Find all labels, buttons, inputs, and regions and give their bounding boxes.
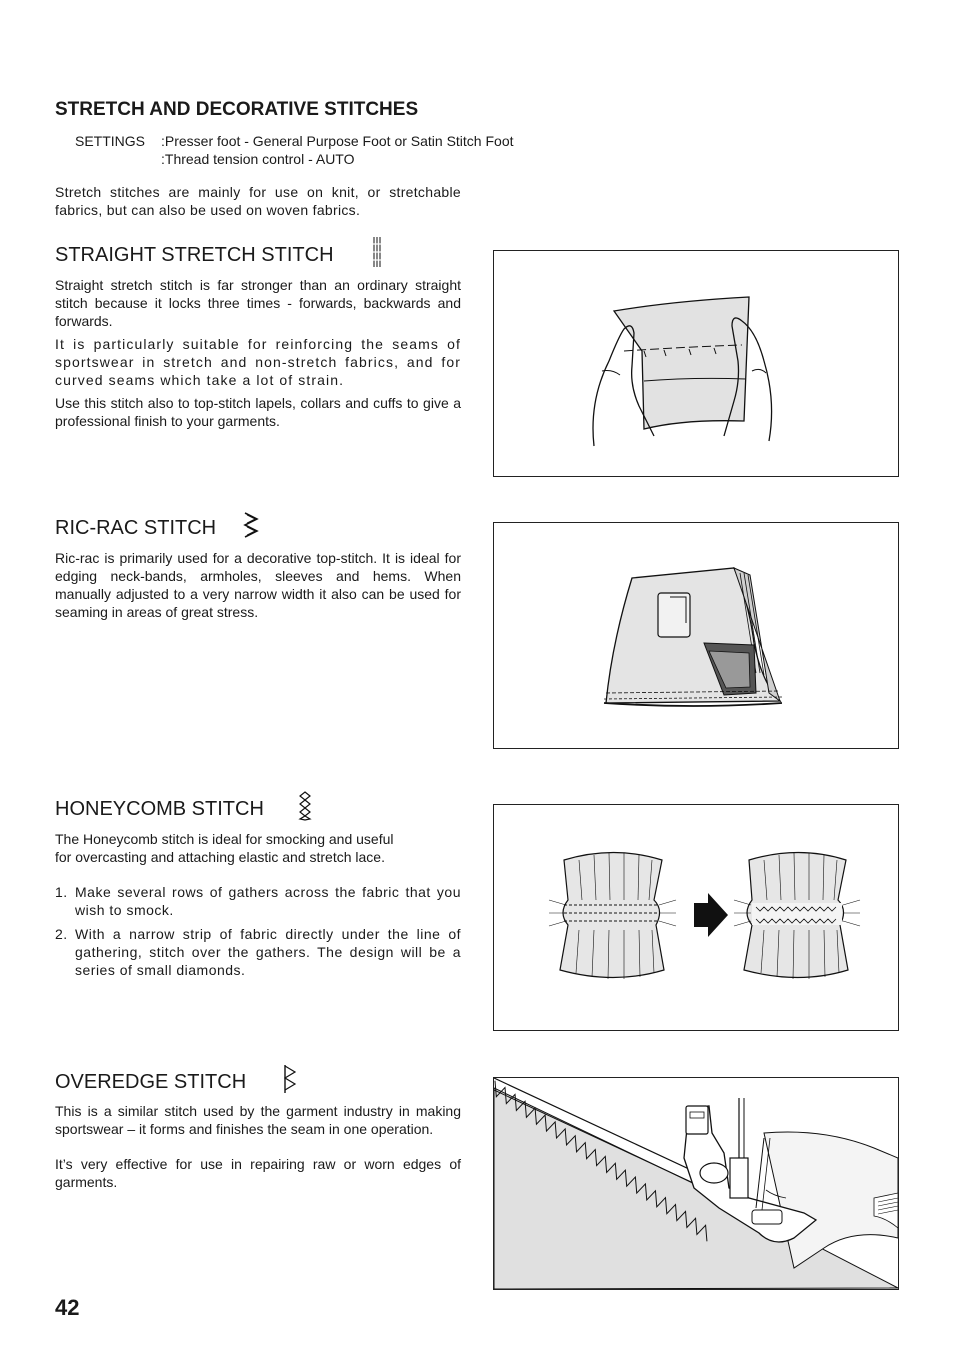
straight-stretch-para-3: Use this stitch also to top-stitch lapels, collars and cuffs to give a professional finish to your garments. xyxy=(55,395,461,429)
honeycomb-stitch-icon xyxy=(298,791,312,821)
gathered-fabric-before xyxy=(549,853,676,980)
overedge-illustration xyxy=(493,1077,899,1290)
straight-stretch-para-1: Straight stretch stitch is far stronger than an ordinary straight stitch because it locks three times - forwards, backwards and forwards. xyxy=(55,277,461,329)
overedge-para-2: It’s very effective for use in repairing raw or worn edges of garments. xyxy=(55,1156,461,1190)
straight-stretch-para-2: It is particularly suitable for reinforcing the seams of sportswear in stretch and non-stretch fabrics, and for curved seams which take a lot of strain. xyxy=(55,336,461,388)
ric-rac-illustration xyxy=(493,522,899,749)
gathered-fabric-after xyxy=(734,853,860,980)
straight-stretch-illustration xyxy=(493,250,899,477)
intro-paragraph: Stretch stitches are mainly for use on knit, or stretchable fabrics, but can also be used on woven fabrics. xyxy=(55,184,461,218)
honeycomb-steps xyxy=(55,883,461,985)
overedge-para-1: This is a similar stitch used by the garment industry in making sportswear – it forms and finishes the seam in one operation. xyxy=(55,1103,461,1137)
list-item xyxy=(55,925,461,979)
step-number: 1. xyxy=(55,884,68,900)
step-text: Make several rows of gathers across the fabric that you wish to smock. xyxy=(75,884,461,918)
step-number: 2. xyxy=(55,926,68,942)
honeycomb-illustration xyxy=(493,804,899,1031)
list-item xyxy=(55,883,461,919)
settings-thread-tension: :Thread tension control - AUTO xyxy=(161,151,355,167)
ric-rac-stitch-icon xyxy=(243,511,259,541)
page-title: STRETCH AND DECORATIVE STITCHES xyxy=(55,99,419,120)
overedge-title: OVEREDGE STITCH xyxy=(55,1071,247,1093)
honeycomb-para-line-1: The Honeycomb stitch is ideal for smocking and useful xyxy=(55,831,394,847)
settings-label: SETTINGS xyxy=(75,133,146,149)
page-number: 42 xyxy=(55,1295,80,1320)
honeycomb-para-1 xyxy=(55,830,461,866)
straight-stretch-title: STRAIGHT STRETCH STITCH xyxy=(55,244,334,266)
step-text: With a narrow strip of fabric directly under the line of gathering, stitch over the gathers. The design will be a series of small diamonds. xyxy=(75,926,461,978)
straight-stretch-stitch-icon xyxy=(371,236,383,268)
honeycomb-title: HONEYCOMB STITCH xyxy=(55,798,264,820)
honeycomb-para-line-2: for overcasting and attaching elastic and stretch lace. xyxy=(55,849,385,865)
overedge-stitch-icon xyxy=(282,1064,298,1094)
ric-rac-title: RIC-RAC STITCH xyxy=(55,517,217,539)
settings-presser-foot: :Presser foot - General Purpose Foot or Satin Stitch Foot xyxy=(161,133,514,149)
ric-rac-para-1: Ric-rac is primarily used for a decorative top-stitch. It is ideal for edging neck-bands, armholes, sleeves and hems. When manually adjusted to a very narrow width it also can be used for seaming in areas of great stress. xyxy=(55,550,461,620)
